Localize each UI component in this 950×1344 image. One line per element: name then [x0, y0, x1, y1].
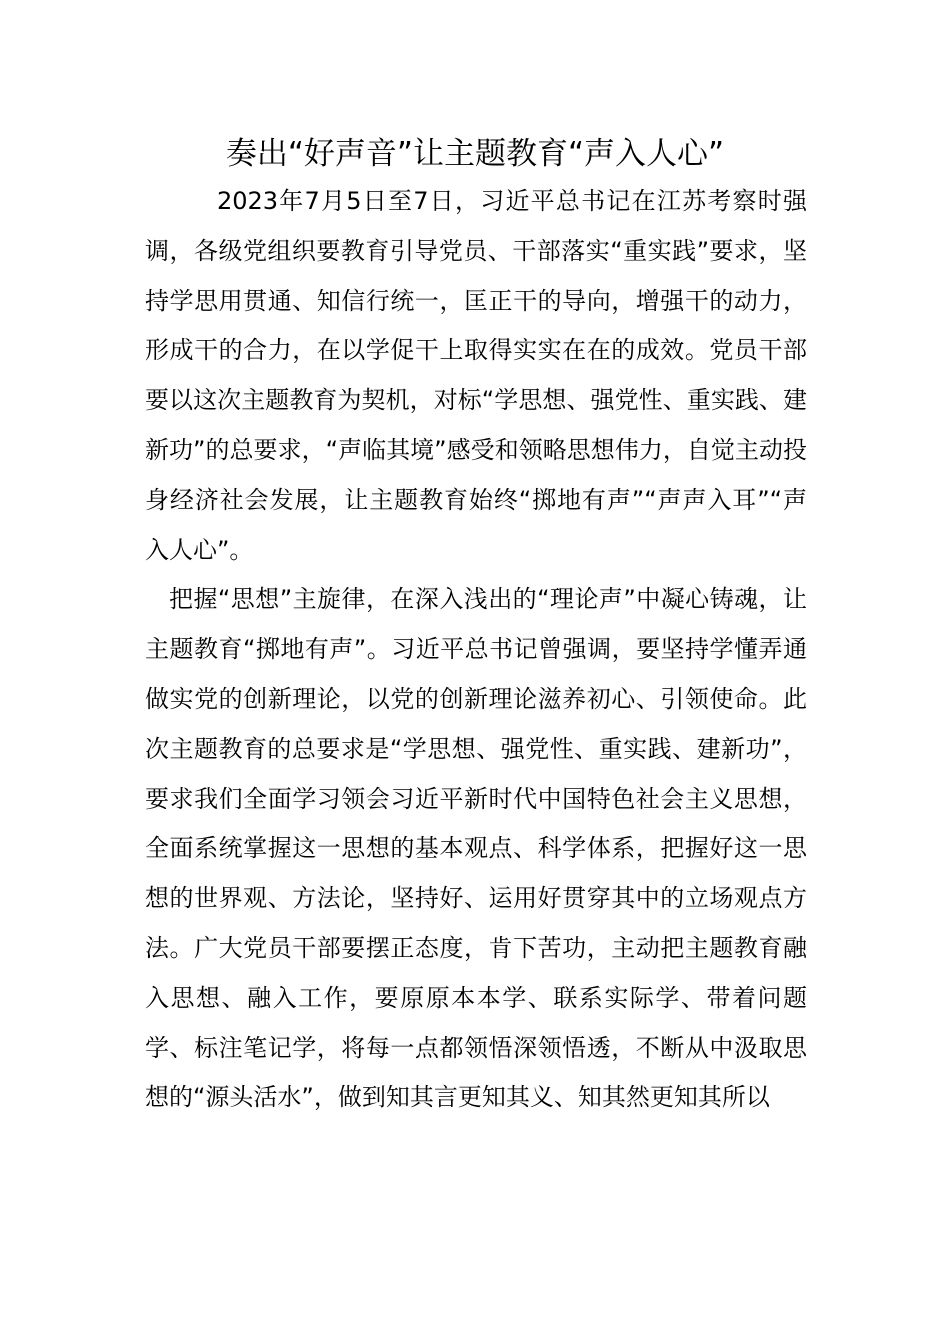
document-title: 奏出“好声音”让主题教育“声入人心” — [225, 136, 725, 172]
paragraph-theory: 把握“思想”主旋律，在深入浅出的“理论声”中凝心铸魂，让主题教育“掷地有声”。习近平总书记曾强调，要坚持学懂弄通做实党的创新理论，以党的创新理论滋养初心、引领使命。此次主题教育的总要求是“学思想、强党性、重实践、建新功”，要求我们全面学习领会习近平新时代中国特色社会主义思想，全面系统掌握这一思想的基本观点、科学体系，把握好这一思想的世界观、方法论，坚持好、运用好贯穿其中的立场观点方法。广大党员干部要摆正态度，肯下苦功，主动把主题教育融入思想、融入工作，要原原本本学、联系实际学、带着问题学、标注笔记学，将每一点都领悟深领悟透，不断从中汲取思想的“源头活水”，做到知其言更知其义、知其然更知其所以 — [145, 585, 807, 1112]
paragraph-intro: 2023年7月5日至7日，习近平总书记在江苏考察时强调，各级党组织要教育引导党员、干部落实“重实践”要求，坚持学思用贯通、知信行统一，匡正干的导向，增强干的动力，形成干的合力，在以学促干上取得实实在在的成效。党员干部要以这次主题教育为契机，对标“学思想、强党性、重实践、建新功”的总要求，“声临其境”感受和领略思想伟力，自觉主动投身经济社会发展，让主题教育始终“掷地有声”“声声入耳”“声入人心”。 — [145, 187, 807, 564]
document-body — [145, 177, 807, 1123]
